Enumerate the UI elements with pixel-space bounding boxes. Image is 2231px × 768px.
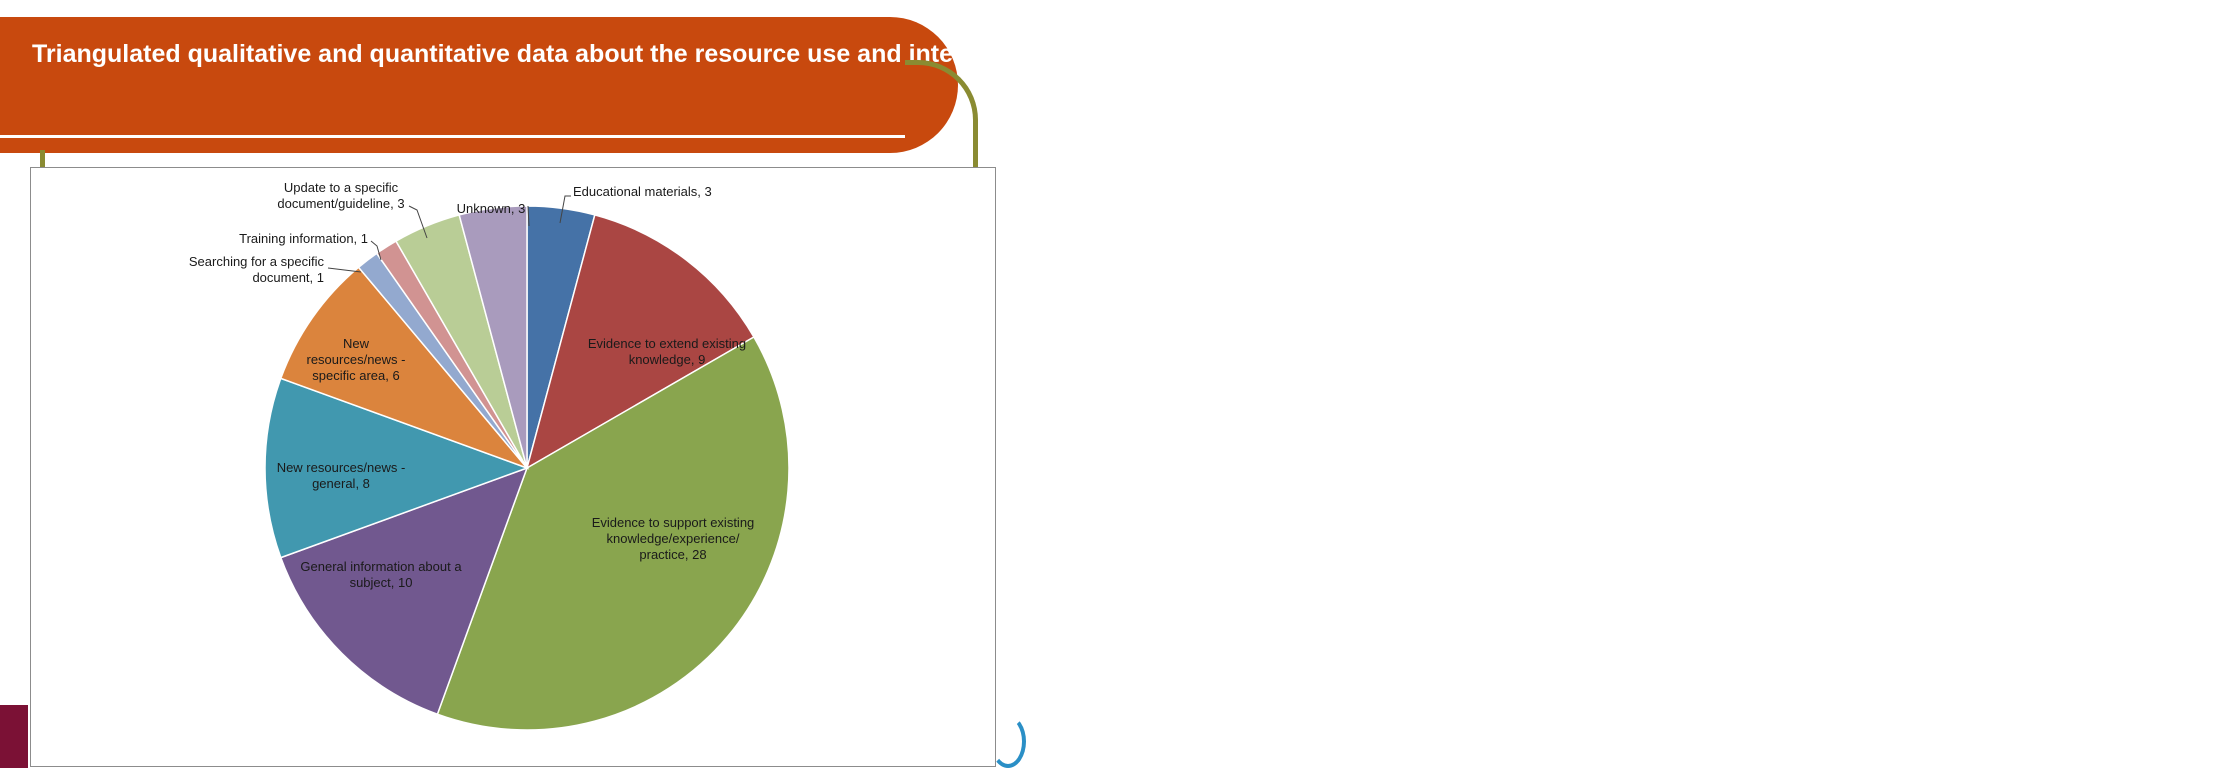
slide-title-text: Triangulated qualitative and quantitative data about the resource use and intended purpose of the information sought and its expected impact on target users’ work and clinical practice — [32, 40, 2223, 68]
pie-chart — [30, 167, 996, 767]
decorative-line — [40, 150, 45, 168]
slice-data-label — [573, 184, 712, 199]
slice-label-line: practice, 28 — [639, 547, 707, 562]
slice-label-line: specific area, 6 — [312, 368, 400, 383]
slice-label-line: resources/news - — [306, 352, 406, 367]
slice-label-line: knowledge/experience/ — [606, 531, 740, 546]
slice-label-line: document, 1 — [252, 270, 324, 285]
pie-chart-svg — [31, 168, 995, 766]
slice-label-line: Update to a specific — [283, 180, 399, 195]
footer-accent-bar — [0, 705, 28, 768]
slice-label-line: general, 8 — [312, 476, 370, 491]
title-footnote-marker: 2 — [2222, 39, 2231, 57]
slice-label-line: subject, 10 — [349, 575, 413, 590]
slide-title — [32, 37, 2231, 71]
slice-label-line: Training information, 1 — [239, 231, 368, 246]
slice-label-line: knowledge, 9 — [628, 352, 706, 367]
slice-label-line: Educational materials, 3 — [573, 184, 712, 199]
slice-label-line: Unknown, 3 — [456, 201, 526, 216]
slice-data-label — [457, 201, 526, 216]
slice-label-line: Evidence to support existing — [591, 515, 755, 530]
slice-label-line: document/guideline, 3 — [277, 196, 405, 211]
slice-label-line: New — [342, 336, 370, 351]
slice-label-line: Searching for a specific — [188, 254, 324, 269]
slice-label-line: New resources/news - — [276, 460, 406, 475]
slice-data-label — [239, 231, 368, 246]
slice-label-line: Evidence to extend existing — [587, 336, 747, 351]
slice-data-label — [189, 254, 325, 285]
title-underline — [0, 135, 905, 138]
slice-label-line: General information about a — [300, 559, 462, 574]
slice-data-label — [277, 180, 404, 211]
